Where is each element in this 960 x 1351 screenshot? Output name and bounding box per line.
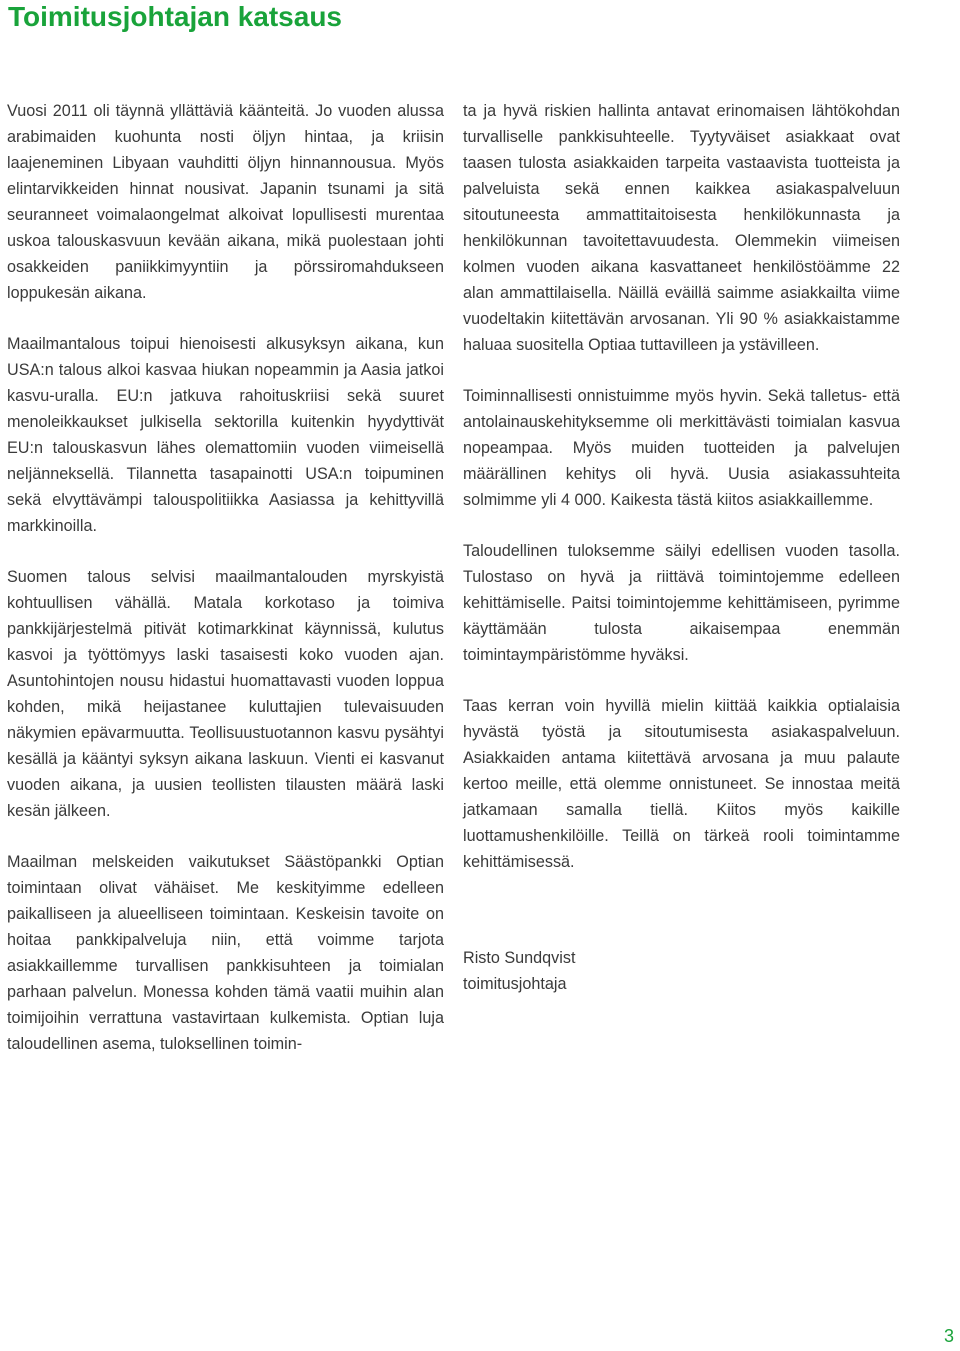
body-paragraph: Suomen talous selvisi maailmantalouden myrskyistä kohtuullisen vähällä. Matala korkotaso ja toimiva pankkijärjestelmä pitivät kotimarkkinat käynnissä, kulutus kasvoi ja työttömyys laski tasaisesti koko vuoden ajan. Asuntohintojen nousu hidastui huomattavasti vuoden loppua kohden, mikä heijastanee kuluttajien tulevaisuuden näkymien epävarmuutta. Teollisuustuotannon kasvu pysähtyi kesällä ja kääntyi syksyn aikana laskuun. Vienti ei kasvanut vuoden aikana, ja uusien teollisten tilausten määrä laski kesän jälkeen.: [7, 568, 444, 820]
body-paragraph: Taas kerran voin hyvillä mielin kiittää kaikkia optialaisia hyvästä työstä ja sitoutumisesta asiakaspalveluun. Asiakkaiden antama kiitettävä arvosana ja muu palaute kertoo meille, että olemme onnistuneet. Se innostaa meitä jatkamaan samalla tiellä. Kiitos myös kaikille luottamushenkilöille. Teillä on tärkeä rooli toimintamme kehittämisessä.: [463, 697, 900, 871]
signature-name: Risto Sundqvist: [463, 949, 576, 967]
body-paragraph: Toiminnallisesti onnistuimme myös hyvin. Sekä talletus- että antolainauskehityksemme oli merkittävästi toimialan kasvua nopeampaa. Myös muiden tuotteiden ja palvelujen määrällinen kehitys oli hyvä. Uusia asiakassuhteita solmimme yli 4 000. Kaikesta tästä kiitos asiakkaillemme.: [463, 387, 900, 509]
body-paragraph: Vuosi 2011 oli täynnä yllättäviä käänteitä. Jo vuoden alussa arabimaiden kuohunta nosti öljyn hintaa, ja kriisin laajeneminen Libyaan vauhditti öljyn hinnannousua. Myös elintarvikkeiden hinnat nousivat. Japanin tsunami ja sitä seuranneet voimalaongelmat alkoivat lopullisesti murentaa uskoa talouskasvuun kevään aikana, mikä puolestaan johti osakkeiden paniikkimyyntiin ja pörssiromahdukseen loppukesän aikana.: [7, 102, 444, 302]
body-paragraph: ta ja hyvä riskien hallinta antavat erinomaisen lähtökohdan turvalliselle pankkisuhteelle. Tyytyväiset asiakkaat ovat taasen tulosta asiakkaiden tarpeita vastaavista tuotteista ja palveluista sekä ennen kaikkea asiakaspalveluun sitoutuneesta ammattitaitoisesta henkilökunnasta ja henkilökunnan tavoitettavuudesta. Olemmekin viimeisen kolmen vuoden aikana kasvattaneet henkilöstöämme 22 alan ammattilaisella. Näillä eväillä saimme asiakkailta viime vuodeltakin kiitettävän arvosanan. Yli 90 % asiakkaistamme haluaa suositella Optiaa tuttavilleen ja ystävilleen.: [463, 102, 900, 354]
body-paragraph: Maailman melskeiden vaikutukset Säästöpankki Optian toimintaan olivat vähäiset. Me keskityimme edelleen paikalliseen ja alueelliseen toimintaan. Keskeisin tavoite on hoitaa pankkipalveluja niin, että voimme tarjota asiakkaillemme turvallisen pankkisuhteen ja toimialan parhaan palvelun. Monessa kohden tämä vaatii muihin alan toimijoihin verrattuna vastavirtaan kulkemista. Optian luja taloudellinen asema, tuloksellinen toimin-: [7, 853, 444, 1053]
page-title: Toimitusjohtajan katsaus: [8, 1, 342, 32]
signature-role: toimitusjohtaja: [463, 975, 567, 993]
signature-block: [463, 945, 900, 997]
right-column: [463, 98, 900, 997]
body-paragraph: Taloudellinen tuloksemme säilyi edellisen vuoden tasolla. Tulostaso on hyvä ja riittävä toimintojemme edelleen kehittämiselle. Paitsi toimintojemme kehittämiseen, pyrimme käyttämään tulosta aikaisempaa enemmän toimintaympäristömme hyväksi.: [463, 542, 900, 664]
page-number: 3: [943, 1326, 954, 1346]
body-paragraph: Maailmantalous toipui hienoisesti alkusyksyn aikana, kun USA:n talous alkoi kasvaa hiukan nopeammin ja Aasia jatkoi kasvu-uralla. EU:n jatkuva rahoituskriisi sekä suuret menoleikkaukset julkisella sektorilla kuitenkin hyydyttivät EU:n talouskasvun lähes olemattomiin vuoden viimeisellä neljänneksellä. Tilannetta tasapainotti USA:n toipuminen sekä elvyttävämpi talouspolitiikka Aasiassa ja kehittyvillä markkinoilla.: [7, 335, 444, 535]
left-column: [7, 98, 444, 1082]
